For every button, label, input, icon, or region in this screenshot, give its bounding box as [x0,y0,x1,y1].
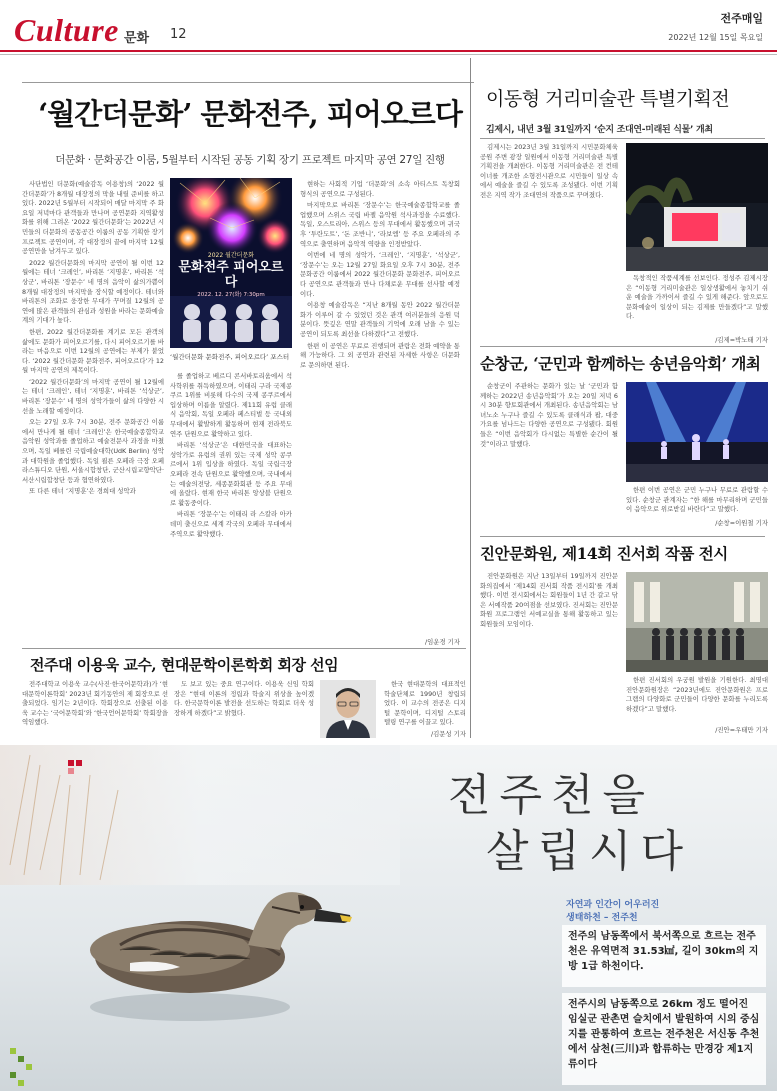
feature-title-line2: 살립시다 [486,826,693,877]
paragraph: 현하는 사회적 기업 ‘더문화’의 소속 아티스트 독창회 형식의 공연으로 구성된다. [300,180,460,198]
deco-square [18,1080,24,1086]
river-feature-box [0,745,777,1091]
paragraph: 한국 현대문학의 대표적인 학술단체로 1990년 창립되었다. 이 교수의 전공은 디지털 문학이며, 디지털 스토리텔링 연구를 이끌고 있다. [384,680,466,727]
professor-photo [320,680,376,738]
art-byline: /김제=박노태 기자 [715,336,768,344]
main-article-byline: /임운경 기자 [424,638,460,646]
gallery-col1 [480,572,618,732]
header-rule [0,50,777,52]
professor-headline: 전주대 이용욱 교수, 현대문학이론학회 회장 선임 [30,656,339,674]
gallery-group-photo [626,572,768,672]
page-number: 12 [170,27,187,42]
deco-square [68,760,74,766]
issue-date: 2022년 12월 15일 목요일 [668,33,763,42]
gallery-byline: /진안=우태만 기자 [715,726,768,734]
concert-rule [480,346,765,347]
deco-square [10,1072,16,1078]
paragraph: 한편 이 공연은 무료로 진행되며 관람은 전화 예약을 통해 가능하다. 그 외 공연과 관련된 자세한 사항은 더문화로 문의하면 된다. [300,341,460,369]
deco-square [18,1056,24,1062]
poster-caption: ‘월간더문화 문화전주, 피어오르다’ 포스터 [170,353,290,361]
paragraph: 한편, 2022 월간더문화를 계기로 모든 관객의 삶에도 문화가 피어오르기를, 다시 피어오르기를 바라는 마음으로 이번 12월의 공연에는 부제가 붙었다. ‘2022 월간더문화 문화전주, 피어오르다’가 12월 마지막 공연의 제목이다. [22,327,164,375]
paragraph: 김제시는 2023년 3월 31일까지 시민문화체육공원 주변 광장 일원에서 이동형 거리미술관 특별기획전을 개최한다. 이동형 거리미술관은 전 컨테이너를 개조한 소형전시관으로 시민들이 일상 속에서 예술을 즐길 수 있도록 조성됐다. 이번 기획전은 지역 작가 조대연의 작품으로 꾸며졌다. [480,143,618,199]
paragraph: 바리톤 ‘장문수’는 이태리 라 스칼라 아카데미 출신으로 세계 각국의 오페라 무대에서 주역으로 활약했다. [170,510,292,538]
column-divider [470,58,471,738]
gallery-container-photo [626,143,768,271]
art-rule [480,138,765,139]
portrait-graphic [320,680,376,738]
feature-series-line2: 생태하천 – 전주천 [566,913,638,923]
art-col2 [626,274,768,334]
main-article-col3 [300,180,460,630]
paragraph: 진안문화원은 지난 13일부터 19일까지 진안문화의집에서 ‘제14회 진서회 작품 전시회’를 개최했다. 이번 전시회에서는 회원들이 1년 간 갈고 닦은 서예작품 20여점을 선보였다. 진서회는 진안문화원 프로그램인 서예교실을 통해 활동하고 있는 회원들의 모임이다. [480,572,618,628]
deco-square [68,768,74,774]
feature-fact-text-1: 전주의 남동쪽에서 북서쪽으로 흐르는 전주천은 유역면적 31.53㎢, 길이 30km의 지방 1급 하천이다. [568,931,759,972]
paragraph: 독창적인 작품세계를 선보인다. 정성주 김제시장은 “이동형 거리미술관은 일상생활에서 놓치기 쉬운 예술을 가까이서 즐길 수 있게 해준다. 앞으로도 문화예술이 일상이 되는 김제를 만들겠다”고 말했다. [626,274,768,321]
main-article-col2 [170,372,292,647]
main-subheadline: 더문화 · 문화공간 이룸, 5월부터 시작된 공동 기획 장기 프로젝트 마지막 공연 27일 진행 [55,154,445,166]
concert-byline: /순창=이원철 기자 [715,519,768,527]
concert-stage-photo [626,382,768,482]
gallery-headline: 진안문화원, 제14회 진서회 작품 전시 [480,544,728,563]
paragraph: 도 보고 있는 중요 연구이다. 이용욱 신임 학회장은 “현대 이론의 정립과 학술지 위상을 높이겠다. 한국문학이론 발전을 선도하는 학회로 더욱 성장하게 하겠다”고 밝혔다. [174,680,314,717]
main-headline: ‘월간더문화’ 문화전주, 피어오르다 [38,97,462,131]
section-logo: Culture [14,12,119,48]
feature-fact-box-2 [562,993,766,1085]
concert-poster [170,178,292,348]
paragraph: 를 졸업하고 베르디 콘서바토리움에서 석사학위를 취득하였으며, 이태리 구라 국제콩쿠르 1위를 비롯해 다수의 국제 콩쿠르에서 입상하며 이름을 알렸다. 제11회 유럽 클래식 음악회, 독일 오페라 페스티벌 등 국내외 무대에서 활발하게 활동하며 현재 전라북도 연주 단원으로 활약하고 있다. [170,372,292,438]
paragraph: 2022 월간더문화의 마지막 공연이 될 이번 12월에는 테너 ‘크레인’, 바리톤 ‘지명훈’, 바리톤 ‘석상군’, 바리톤 ‘장문수’ 네 명의 음악이 삶의가쁨이 8개월 대장정의 마지막을 장식할 예정이다. 테너와 바리톤의 조화로 웅장한 무대가 꾸며질 12월의 공연에 많은 관객들의 관심과 성원을 바라는 문화예술계의 기대가 높다. [22,258,164,325]
section-name: 문화 [124,31,150,46]
header-rule-thin [0,54,777,55]
feature-series-line1: 자연과 인간이 어우러진 [566,900,660,910]
paragraph: ‘2022 월간더문화’의 마지막 공연이 될 12월에는 테너 ‘크레인’, 테너 ‘지명훈’, 바리톤 ‘석상군’, 바리톤 ‘장문수’ 네 명의 성악가들이 삶의 다양한 시선을 노래할 예정이다. [22,377,164,415]
paragraph: 한편 진서회의 우궁원 발원을 기원한다. 최명대 진안문화원장은 “2023년에도 진안문화원은 프로그램의 다양화로 군민들이 다양한 문화를 누리도록 하겠다”고 말했다. [626,676,768,713]
deco-square [26,1064,32,1070]
night-exhibit-graphic [626,143,768,271]
gallery-col2 [626,676,768,724]
gallery-rule [480,536,765,537]
poster-date: 2022. 12. 27(화) 7:30pm [197,292,265,298]
paragraph: 한편 이번 공연은 군민 누구나 무료로 관람할 수 있다. 순창군 관계자는 “한 해를 마무리하며 군민들이 음악으로 위로받길 바란다”고 말했다. [626,486,768,514]
paragraph: 이번에 네 명의 성악가, ‘크레인’, ‘지명훈’, ‘석상군’, ‘장문수’는 오는 12월 27일 화요일 오후 7시 30분, 전주 문화공간 이룸에서 2022 월간더문화 문화전주, 피어오르다 공연으로 관객들과 만나 다채로운 무대를 선사할 예정이다. [300,251,460,298]
paragraph: 전주대학교 이용욱 교수(사진·한국어문학과)가 ‘현대문학이론학회’ 2023년 회기동안의 제 회장으로 선출되었다. 임기는 2년이다. 학회장으로 선출된 이용욱 교수는 ‘국어문학회’와 ‘한국언어문학회’ 학회장을 역임했다. [22,680,168,727]
art-col1 [480,143,618,341]
professor-col1 [22,680,168,736]
feature-fact-text-2: 전주시의 남동쪽으로 26km 정도 떨어진 임실군 관촌면 슬치에서 발원하여 시의 중심지를 관통하여 흐르는 전주천은 서신동 추천에서 삼천(三川)과 합류하는 만경강 제1지류이다 [568,999,760,1070]
main-article-top-rule [22,82,474,83]
professor-byline: /김문성 기자 [430,730,466,738]
newspaper-name: 전주매일 [720,12,763,25]
professor-col2 [174,680,314,736]
deco-square [10,1048,16,1054]
professor-col3 [384,680,466,728]
concert-headline: 순창군, ‘군민과 함께하는 송년음악회’ 개최 [480,354,761,373]
stage-graphic [626,382,768,482]
feature-fact-box-1 [562,925,766,987]
feature-title-line1: 전주천을 [448,770,655,821]
poster-title: 문화전주 피어오르다 [178,260,284,290]
paragraph: 마지막으로 바리톤 ‘장문수’는 한국예술종합학교를 졸업했으며 스위스 국립 바젤 음악원 석사과정을 수료했다. 독일, 오스트리아, 스위스 등의 무대에서 활동했으며 귀국 후 ‘투란도트’, ‘돈 조반니’, ‘라보엠’ 등 주요 오페라의 주역으로 출연하며 음악적 역량을 인정받았다. [300,201,460,248]
paragraph: 사단법인 더문화(예술감독 이용창)의 ‘2022 월간더문화’가 8개월 대장정의 막을 내릴 준비를 하고 있다. 2022년 5월부터 시작되어 매달 마지막 주 화요일 저녁마다 관객들과 만나며 공연문화 지역활성화를 위해 그려온 ‘2022 월간더문화’는 2022년 시민들의 더문화의 공동공간 이룸의 공동 기획한 장기 프로젝트 공연이며, 각 대장정의 끝에 마지막 12월 공연만을 남겨두고 있다. [22,180,164,256]
paragraph: 또 다른 테너 ‘지명훈’은 경희대 성악과 [29,487,136,496]
poster-series-label: 2022 월간더문화 [207,252,255,259]
paragraph: 바리톤 ‘석상군’은 대한민국을 대표하는 성악가로 유럽의 권위 있는 국제 성악 콩쿠르에서 1위 입상을 하였다. 독일 국립극장 오페라 전속 단원으로 활약했으며, 국내에서는 예술의전당, 세종문화회관 등 주요 무대에 올랐다. 현재 한국 바리톤 앙상블 단원으로 활동중이다. [170,441,292,507]
concert-col1 [480,382,618,532]
paragraph: 순창군이 주관하는 문화가 있는 날 ‘군민과 함께하는 2022년 송년음악회’가 오는 20일 저녁 6시 30분 향토회관에서 개최된다. 송년음악회는 남녀노소 누구나 즐길 수 있도록 클래식과 팝, 대중가요를 넘나드는 다양한 공연으로 구성됐다. 회원들은 “이번 음악회가 다시없는 특별한 순간이 될 것”이라고 말했다. [480,382,618,448]
art-subheadline: 김제시, 내년 3월 31일까지 ‘순지 조대연-미래된 식물’ 개최 [486,125,713,135]
art-headline: 이동형 거리미술관 특별기획전 [486,88,730,110]
group-photo-graphic [626,572,768,672]
paragraph: 이용창 예술감독은 “지난 8개월 동안 2022 월간더문화가 이루어 갈 수 있었던 것은 관객 여러분들의 응원 덕분이다. 뜻깊은 연말 관객들의 기억에 오래 남을 수 있는 공연이 되도록 최선을 다하겠다”고 전했다. [300,301,460,338]
deco-square [76,760,82,766]
professor-article-rule [22,648,466,649]
main-article-col1 [22,180,164,635]
paragraph: 오는 27일 오후 7시 30분, 전주 문화공간 이룸에서 만나게 될 테너 ‘크레인’은 한국예술종합학교 음악원 성악과를 졸업하고 예술전문사 과정을 마쳤으며, 독일 베를린 국립예술대학(UdK Berlin) 성악과 대학원을 졸업했다. 독일 쾰른 오페라 극장 오페라스튜디오 단원, 서울시합창단, 군산시립교향악단·서산시립합창단 등과 협연하였다. [22,418,164,484]
